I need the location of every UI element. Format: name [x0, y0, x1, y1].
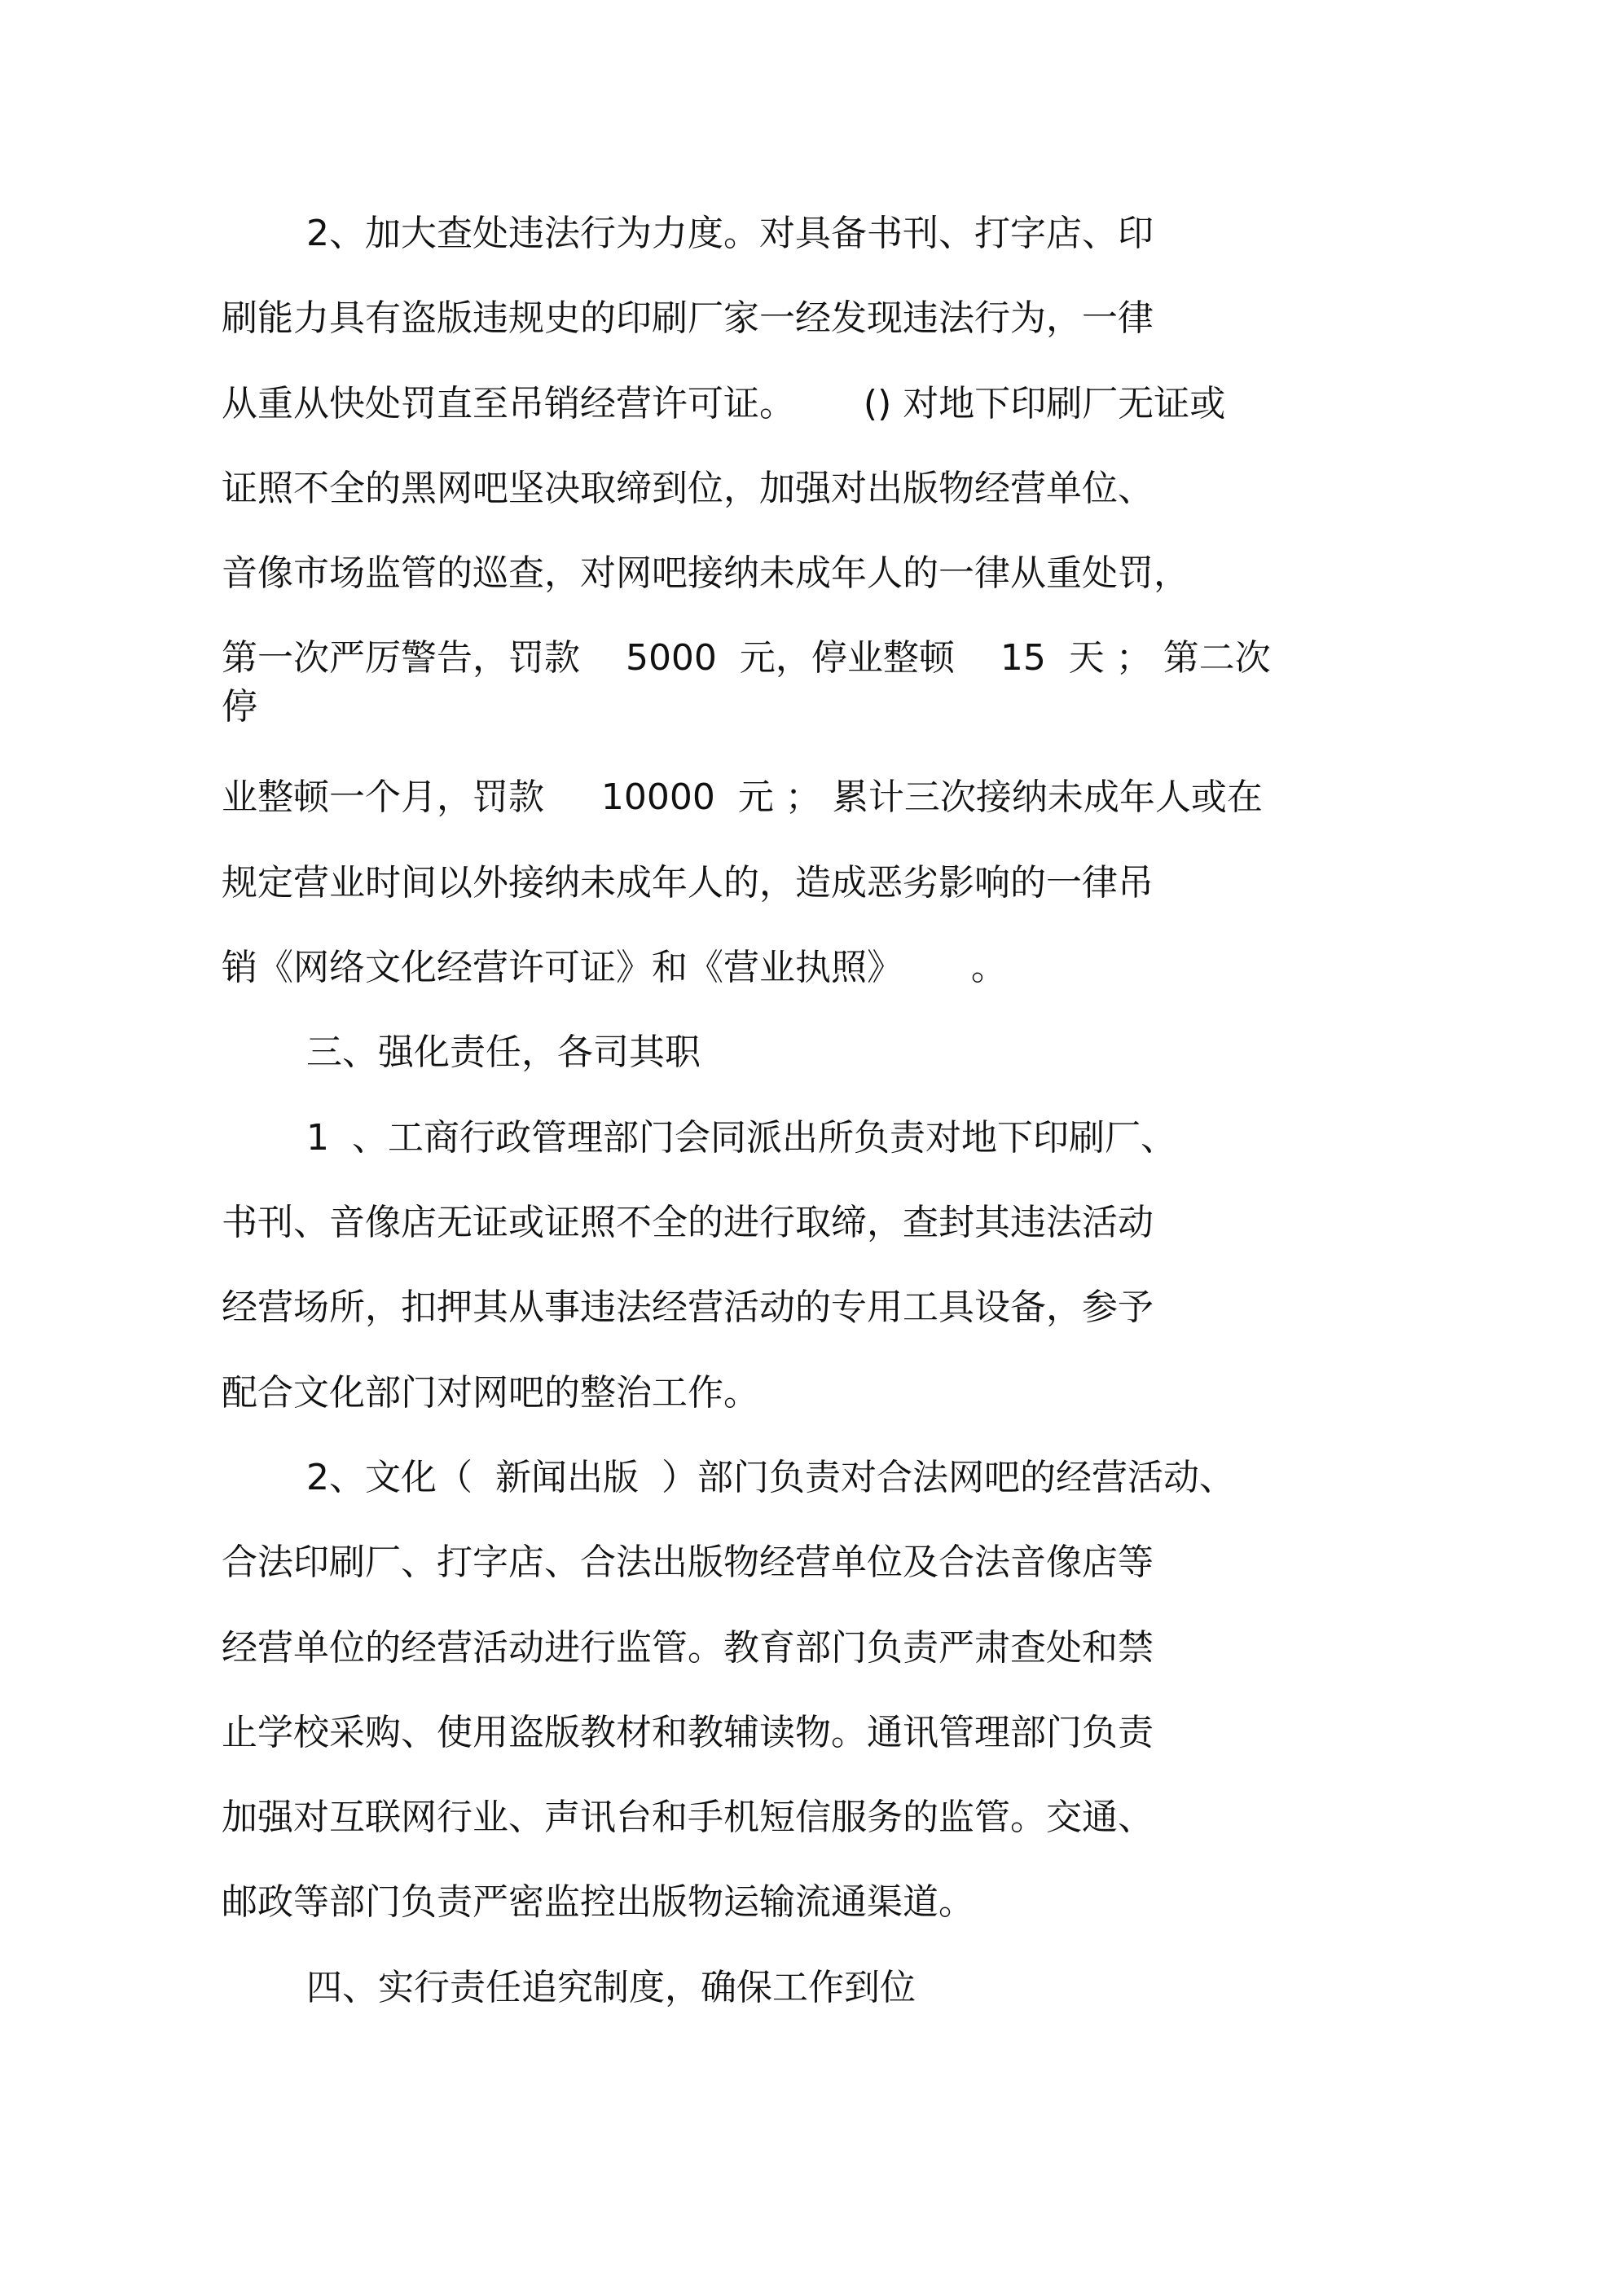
text-line: 刷能力具有盗版违规史的印刷厂家一经发现违法行为，一律: [222, 297, 1154, 339]
text-line: 规定营业时间以外接纳未成年人的，造成恶劣影响的一律吊: [222, 862, 1154, 904]
text-line: 书刊、音像店无证或证照不全的进行取缔，查封其违法活动: [222, 1202, 1154, 1243]
text-line: 经营单位的经营活动进行监管。教育部门负责严肃查处和禁: [222, 1627, 1154, 1669]
section-heading: 三、强化责任，各司其职: [306, 1031, 701, 1073]
text-line: 从重从快处罚直至吊销经营许可证。 () 对地下印刷厂无证或: [222, 383, 1226, 424]
text-line: 合法印刷厂、打字店、合法出版物经营单位及合法音像店等: [222, 1542, 1154, 1583]
text-line: 2、文化（ 新闻出版 ）部门负责对合法网吧的经营活动、: [306, 1457, 1235, 1498]
text-line: 第一次严厉警告，罚款 5000 元，停业整顿 15 天 ； 第二次: [222, 637, 1271, 679]
text-line: 配合文化部门对网吧的整治工作。: [222, 1372, 759, 1414]
text-line: 1 、工商行政管理部门会同派出所负责对地下印刷厂、: [306, 1117, 1176, 1159]
text-line: 邮政等部门负责严密监控出版物运输流通渠道。: [222, 1881, 974, 1923]
text-line: 经营场所，扣押其从事违法经营活动的专用工具设备，参予: [222, 1287, 1154, 1328]
section-heading: 四、实行责任追究制度，确保工作到位: [306, 1967, 916, 2008]
text-line: 音像市场监管的巡查，对网吧接纳未成年人的一律从重处罚，: [222, 552, 1189, 594]
text-line: 销《网络文化经营许可证》和《营业执照》 。: [222, 947, 1007, 988]
text-line: 业整顿一个月，罚款 10000 元 ； 累计三次接纳未成年人或在: [222, 776, 1263, 818]
text-line: 2、加大查处违法行为力度。对具备书刊、打字店、印: [306, 213, 1154, 254]
text-line: 证照不全的黑网吧坚决取缔到位，加强对出版物经营单位、: [222, 468, 1154, 509]
text-line: 加强对互联网行业、声讯台和手机短信服务的监管。交通、: [222, 1797, 1154, 1838]
text-line: 止学校采购、使用盗版教材和教辅读物。通讯管理部门负责: [222, 1712, 1154, 1753]
text-line: 停: [222, 686, 257, 728]
